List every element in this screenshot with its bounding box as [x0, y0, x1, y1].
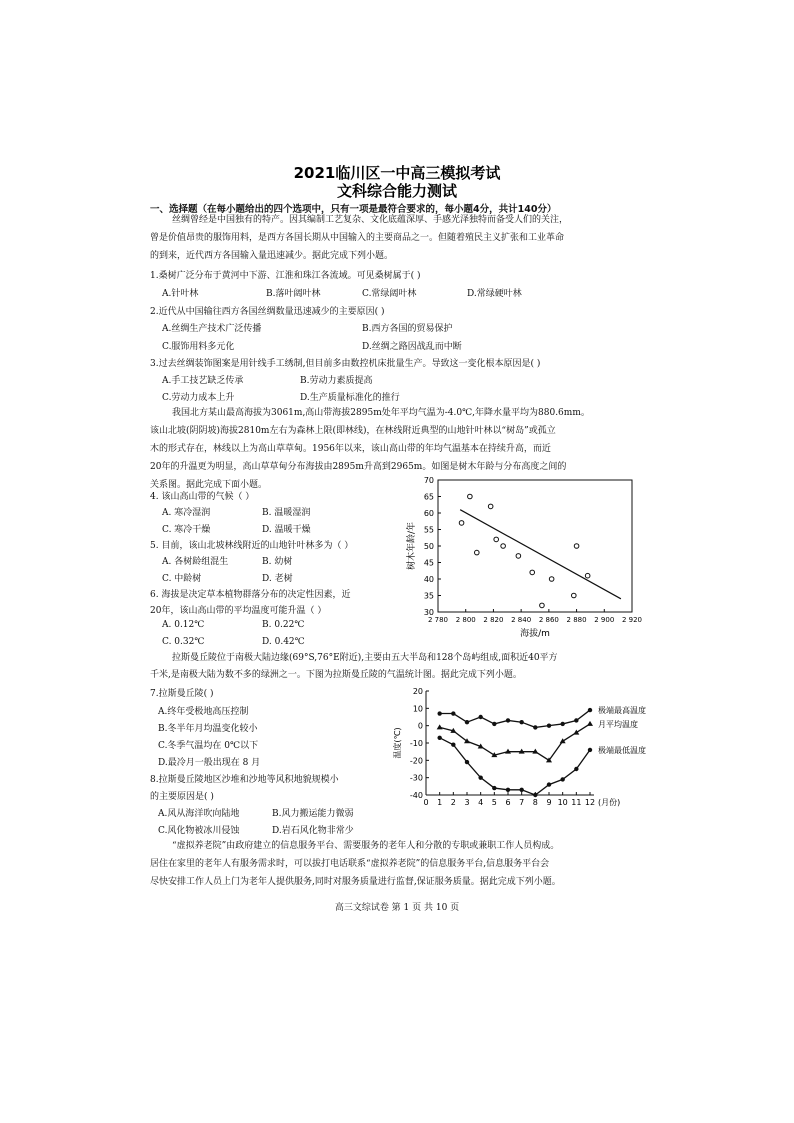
x-tick-label: 2 800 — [455, 616, 476, 624]
passage4-line3: 尽快安排工作人员上门为老年人提供服务,同时对服务质量进行监督,保证服务质量。据此完成下列小题。 — [150, 877, 561, 887]
series-marker — [451, 711, 455, 715]
q6-stem-line2: 20年，该山高山带的平均温度可能升温（ ） — [150, 606, 327, 616]
data-point — [494, 537, 499, 542]
x-tick-label: 5 — [491, 798, 497, 807]
q5-option-a: A. 各树龄组混生 — [162, 557, 229, 567]
passage2-line5: 关系图。据此完成下面小题。 — [150, 480, 268, 490]
x-tick-label: 10 — [557, 798, 568, 807]
q4-option-c: C. 寒冷干燥 — [162, 525, 211, 535]
series-marker — [533, 793, 537, 797]
x-tick-label: 2 780 — [427, 616, 449, 624]
passage3-line1: 拉斯曼丘陵位于南极大陆边缘(69°S,76°E附近),主要由五大半岛和128个岛屿组成,面积近40平方 — [172, 653, 558, 663]
q2-option-a: A.丝绸生产技术广泛传播 — [162, 324, 262, 334]
x-tick-label: 2 900 — [594, 616, 615, 624]
passage2-line1: 我国北方某山最高海拔为3061m,高山带海拔2895m处年平均气温为-4.0℃,年降水量平均为880.6mm。 — [172, 408, 590, 418]
q5-option-b: B. 幼树 — [262, 557, 293, 567]
series-marker — [573, 730, 579, 735]
passage2-line4: 20年的升温更为明显，高山草草甸分布海拔由2895m升高到2965m。如图是树木年龄与分布高度之间的 — [150, 462, 567, 472]
q4-option-b: B. 温暖湿润 — [262, 508, 311, 518]
exam-subtitle: 文科综合能力测试 — [336, 182, 457, 200]
x-tick-label: 2 860 — [538, 616, 559, 624]
trend-line — [460, 510, 621, 599]
series-marker — [478, 715, 482, 719]
q4-option-a: A. 寒冷湿润 — [162, 508, 211, 518]
q1-option-c: C.常绿阔叶林 — [362, 289, 417, 299]
data-point — [488, 504, 493, 509]
series-label: 极端最低温度 — [598, 745, 646, 755]
series-marker — [506, 718, 510, 722]
q6-option-d: D. 0.42℃ — [262, 637, 305, 647]
q3-option-d: D.生产质量标准化的推行 — [300, 393, 400, 403]
q8-stem-line1: 8.拉斯曼丘陵地区沙堆和沙地等风积地貌规模小 — [150, 775, 339, 785]
series-marker — [519, 720, 523, 724]
tree-age-scatter-chart — [400, 470, 643, 640]
data-point — [585, 573, 590, 578]
q8-option-b: B.风力搬运能力微弱 — [272, 809, 354, 819]
y-tick-label: 30 — [423, 608, 434, 617]
series-marker — [560, 738, 566, 743]
series-marker — [587, 721, 593, 726]
series-marker — [588, 708, 592, 712]
y-tick-label: -40 — [409, 791, 423, 800]
y-tick-label: 35 — [423, 591, 434, 601]
series-marker — [547, 782, 551, 786]
passage3-line2: 千米,是南极大陆为数不多的绿洲之一。下图为拉斯曼丘陵的气温统计图。据此完成下列小题。 — [150, 670, 522, 680]
q1-stem: 1.桑树广泛分布于黄河中下游、江淮和珠江各流域。可见桑树属于( ) — [150, 271, 421, 281]
y-tick-label: 65 — [423, 492, 434, 502]
q2-option-c: C.服饰用料多元化 — [162, 342, 235, 352]
x-tick-label: 2 920 — [621, 616, 643, 624]
q1-option-b: B.落叶阔叶林 — [266, 289, 321, 299]
series-marker — [560, 777, 564, 781]
y-tick-label: 40 — [423, 575, 434, 584]
y-tick-label: 55 — [423, 525, 434, 535]
q1-option-a: A.针叶林 — [162, 289, 199, 299]
q1-option-d: D.常绿硬叶林 — [467, 289, 522, 299]
y-tick-label: -30 — [409, 773, 423, 783]
x-tick-label: 7 — [519, 798, 525, 807]
x-axis-label: 海拔/m — [520, 629, 550, 639]
x-tick-label: 0 — [423, 798, 429, 807]
y-tick-label: 0 — [417, 721, 423, 731]
q7-stem: 7.拉斯曼丘陵( ) — [150, 689, 214, 699]
q7-option-c: C.冬季气温均在 0℃以下 — [158, 741, 259, 751]
passage2-line3: 木的形式存在，林线以上为高山草草甸。1956年以来，该山高山带的年均气温基本在持续升高，而近 — [150, 444, 551, 454]
x-tick-label: 2 880 — [566, 616, 587, 624]
q6-stem-line1: 6. 海拔是决定草本植物群落分布的决定性因素，近 — [150, 590, 351, 600]
q3-option-a: A.手工技艺缺乏传承 — [162, 376, 244, 386]
q3-option-b: B.劳动力素质提高 — [300, 376, 373, 386]
data-point — [516, 554, 521, 559]
y-tick-label: 10 — [412, 704, 423, 714]
q8-option-a: A.风从海洋吹向陆地 — [158, 809, 240, 819]
x-tick-label: 6 — [505, 798, 511, 807]
series-line — [440, 738, 590, 795]
passage1-line2: 曾是价值昂贵的服饰用料，是西方各国长期从中国输入的主要商品之一。但随着殖民主义扩张和工业革命 — [150, 233, 565, 243]
series-marker — [547, 723, 551, 727]
q8-stem-line2: 的主要原因是( ) — [150, 792, 214, 802]
q7-option-d: D.最冷月一般出现在 8 月 — [158, 758, 261, 768]
data-point — [468, 494, 473, 499]
series-marker — [478, 775, 482, 779]
data-point — [459, 521, 464, 526]
series-marker — [465, 760, 469, 764]
x-tick-label: 3 — [464, 798, 470, 807]
passage4-line1: “虚拟养老院”由政府建立的信息服务平台、需要服务的老年人和分散的专职或兼职工作人员构成。 — [172, 841, 560, 851]
q2-stem: 2.近代从中国输往西方各国丝绸数量迅速减少的主要原因( ) — [150, 307, 385, 317]
series-marker — [451, 743, 455, 747]
x-tick-label: 4 — [478, 798, 484, 807]
series-marker — [574, 718, 578, 722]
x-tick-label: 1 — [437, 798, 443, 807]
passage1-line3: 的到来，近代西方各国输入量迅速减少。据此完成下列小题。 — [150, 251, 394, 261]
exam-title: 2021临川区一中高三模拟考试 — [293, 164, 501, 182]
y-axis-label: 树木年龄/年 — [407, 521, 417, 571]
data-point — [574, 544, 579, 549]
passage1-line1: 丝绸曾经是中国独有的特产。因其编制工艺复杂、文化底蕴深厚、手感光泽独特而备受人们的关注， — [172, 215, 569, 225]
x-tick-label: 12 — [584, 798, 596, 807]
series-marker — [560, 722, 564, 726]
data-point — [530, 570, 535, 575]
data-point — [572, 593, 577, 598]
series-marker — [437, 724, 443, 729]
series-marker — [492, 786, 496, 790]
series-marker — [574, 767, 578, 771]
series-marker — [492, 722, 496, 726]
x-tick-label: 2 820 — [483, 616, 504, 624]
y-tick-label: 50 — [423, 542, 434, 551]
series-marker — [506, 788, 510, 792]
q7-option-b: B.冬半年月均温变化较小 — [158, 724, 258, 734]
temperature-line-chart — [390, 683, 660, 818]
passage4-line2: 居住在家里的老年人有服务需求时，可以拔打电话联系“虚拟养老院”的信息服务平台,信息服务平台会 — [150, 859, 550, 869]
x-tick-label: 2 — [450, 798, 456, 807]
data-point — [501, 544, 506, 549]
series-marker — [588, 748, 592, 752]
series-marker — [437, 736, 441, 740]
series-marker — [437, 711, 441, 715]
q6-option-a: A. 0.12℃ — [162, 620, 205, 630]
data-point — [549, 577, 554, 582]
passage2-line2: 该山北坡(阴阴坡)海拔2810m左右为森林上限(即林线)，在林线附近典型的山地针叶林以“树岛”或孤立 — [150, 426, 556, 436]
q4-stem: 4. 该山高山带的气候（ ） — [150, 492, 255, 502]
q6-option-b: B. 0.22℃ — [262, 620, 305, 630]
x-tick-label: 8 — [532, 798, 538, 807]
data-point — [540, 603, 545, 608]
page-footer: 高三文综试卷 第 1 页 共 10 页 — [334, 903, 460, 913]
section-heading: 一、选择题（在每小题给出的四个选项中，只有一项是最符合要求的，每小题4分，共计140分） — [150, 204, 557, 215]
y-tick-label: 45 — [423, 558, 434, 568]
x-tick-label: 2 840 — [511, 616, 532, 624]
x-tick-label: 11 — [571, 798, 582, 807]
series-line — [440, 710, 590, 727]
q2-option-b: B.西方各国的贸易保护 — [362, 324, 453, 334]
y-tick-label: -10 — [409, 739, 423, 748]
scatter-frame — [438, 480, 632, 612]
q2-option-d: D.丝绸之路因战乱而中断 — [362, 342, 462, 352]
y-tick-label: -20 — [409, 756, 423, 766]
series-marker — [465, 720, 469, 724]
x-tick-label: 9 — [546, 798, 552, 807]
q8-option-c: C.风化物被冰川侵蚀 — [158, 826, 240, 836]
series-label: 月平均温度 — [598, 719, 638, 729]
q5-option-c: C. 中龄树 — [162, 574, 202, 584]
q4-option-d: D. 温暖干燥 — [262, 525, 311, 535]
x-axis-label: (月份) — [598, 798, 621, 807]
y-tick-label: 60 — [423, 509, 434, 518]
q7-option-a: A.终年受极地高压控制 — [158, 707, 249, 717]
y-axis-label: 温度(℃) — [393, 727, 402, 759]
series-line — [440, 724, 590, 760]
q5-stem: 5. 目前，该山北坡林线附近的山地针叶林多为（ ） — [150, 541, 354, 551]
series-marker — [533, 725, 537, 729]
data-point — [475, 550, 480, 555]
series-label: 极端最高温度 — [598, 706, 646, 716]
q8-option-d: D.岩石风化物非常少 — [272, 826, 354, 836]
q6-option-c: C. 0.32℃ — [162, 637, 205, 647]
y-tick-label: 20 — [412, 687, 423, 696]
q3-option-c: C.劳动力成本上升 — [162, 393, 235, 403]
q3-stem: 3.过去丝绸装饰图案是用针线手工绣制,但目前多由数控机床批量生产。导致这一变化根本原因是( ) — [150, 359, 541, 369]
q5-option-d: D. 老树 — [262, 574, 293, 584]
series-marker — [519, 788, 523, 792]
y-tick-label: 70 — [423, 476, 434, 485]
